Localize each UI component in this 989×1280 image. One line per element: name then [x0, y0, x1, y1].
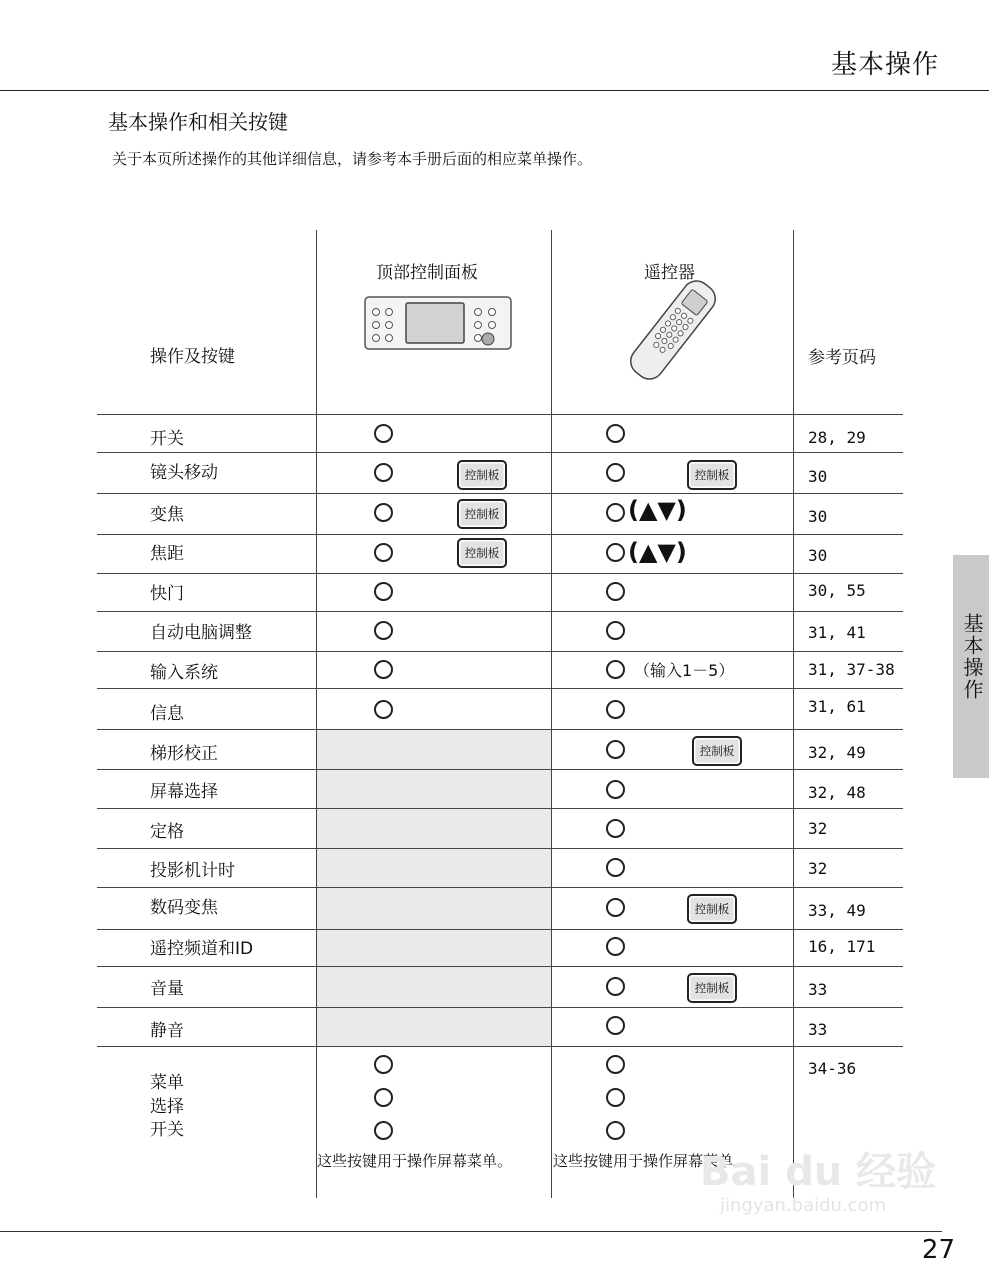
- row-label-focus: 焦距: [150, 544, 184, 564]
- row-line: [97, 534, 903, 535]
- col-divider-3: [793, 230, 794, 1198]
- ref-page: 30: [808, 546, 828, 565]
- row-line: [97, 1046, 903, 1047]
- button-marker: [606, 700, 625, 719]
- button-marker: [374, 700, 393, 719]
- col-header-operation: 操作及按键: [150, 347, 235, 367]
- button-marker: [374, 543, 393, 562]
- section-description: 关于本页所述操作的其他详细信息，请参考本手册后面的相应菜单操作。: [112, 150, 593, 168]
- button-marker: [606, 977, 625, 996]
- control-panel-badge: 控制板: [687, 973, 737, 1003]
- menu-keys-note-remote: 这些按键用于操作屏幕菜单。: [553, 1152, 749, 1170]
- button-marker: [606, 1016, 625, 1035]
- header-title: 基本操作: [830, 50, 939, 80]
- button-marker: [606, 424, 625, 443]
- ref-page: 28, 29: [808, 428, 866, 447]
- ref-page: 32: [808, 819, 828, 838]
- col-header-top-panel: 顶部控制面板: [376, 263, 478, 283]
- row-line: [97, 414, 903, 415]
- button-marker: [606, 819, 625, 838]
- row-line: [97, 929, 903, 930]
- button-marker: [374, 463, 393, 482]
- button-marker: [374, 1088, 393, 1107]
- button-marker: [374, 582, 393, 601]
- row-line: [97, 966, 903, 967]
- button-marker: [606, 660, 625, 679]
- watermark-url: jingyan.baidu.com: [720, 1195, 887, 1216]
- col-header-ref: 参考页码: [808, 348, 876, 368]
- row-line: [97, 452, 903, 453]
- button-marker: [606, 1088, 625, 1107]
- row-line: [97, 611, 903, 612]
- row-line: [97, 848, 903, 849]
- row-label-mute: 静音: [150, 1021, 184, 1041]
- row-line: [97, 769, 903, 770]
- row-label-freeze: 定格: [150, 822, 184, 842]
- row-label-power: 开关: [150, 429, 184, 449]
- button-marker: [606, 858, 625, 877]
- row-label-input: 输入系统: [150, 663, 218, 683]
- page-number: 27: [921, 1235, 955, 1265]
- section-title: 基本操作和相关按键: [108, 110, 288, 134]
- ref-page: 31, 37-38: [808, 660, 895, 679]
- button-marker: [374, 1121, 393, 1140]
- control-panel-badge: 控制板: [457, 538, 507, 568]
- row-line: [97, 493, 903, 494]
- button-marker: [606, 780, 625, 799]
- side-tab: [953, 555, 989, 778]
- row-line: [97, 1007, 903, 1008]
- control-panel-badge: 控制板: [457, 499, 507, 529]
- row-label-auto-pc: 自动电脑调整: [150, 623, 252, 643]
- button-marker: [606, 582, 625, 601]
- button-marker: [606, 898, 625, 917]
- control-panel-badge: 控制板: [687, 894, 737, 924]
- row-label-timer: 投影机计时: [150, 861, 235, 881]
- ref-page: 30, 55: [808, 581, 866, 600]
- arrow-keys-note: (▲▼): [628, 538, 687, 566]
- button-marker: [374, 424, 393, 443]
- header-divider: [0, 90, 989, 91]
- button-marker: [606, 937, 625, 956]
- button-marker: [606, 543, 625, 562]
- ref-page: 33, 49: [808, 901, 866, 920]
- arrow-keys-note: (▲▼): [628, 496, 687, 524]
- input-keys-note: （输入1－5）: [634, 661, 735, 680]
- row-line: [97, 729, 903, 730]
- button-marker: [606, 621, 625, 640]
- ref-page: 32, 49: [808, 743, 866, 762]
- ref-page: 33: [808, 980, 828, 999]
- row-label-keystone: 梯形校正: [150, 744, 218, 764]
- col-header-remote: 遥控器: [644, 263, 695, 283]
- button-marker: [374, 621, 393, 640]
- button-marker: [606, 503, 625, 522]
- control-panel-badge: 控制板: [457, 460, 507, 490]
- ref-page: 16, 171: [808, 937, 876, 956]
- footer-divider: [0, 1231, 942, 1232]
- ref-page: 31, 41: [808, 623, 866, 642]
- row-label-info: 信息: [150, 704, 184, 724]
- ref-page: 34-36: [808, 1059, 857, 1078]
- row-label-digital-zoom: 数码变焦: [150, 898, 218, 918]
- row-line: [97, 688, 903, 689]
- button-marker: [606, 740, 625, 759]
- row-label-zoom: 变焦: [150, 505, 184, 525]
- ref-page: 30: [808, 467, 828, 486]
- button-marker: [374, 1055, 393, 1074]
- row-line: [97, 887, 903, 888]
- row-label-remote-id: 遥控频道和ID: [150, 939, 254, 959]
- ref-page: 31, 61: [808, 697, 866, 716]
- button-marker: [606, 463, 625, 482]
- ref-page: 30: [808, 507, 828, 526]
- row-label-screen: 屏幕选择: [150, 782, 218, 802]
- control-panel-image: [364, 296, 512, 350]
- control-panel-badge: 控制板: [692, 736, 742, 766]
- row-label-volume: 音量: [150, 979, 184, 999]
- row-line: [97, 808, 903, 809]
- row-label-menu: 菜单: [150, 1073, 184, 1093]
- row-label-select: 选择: [150, 1097, 184, 1117]
- watermark-logo: Bai du 经验: [700, 1149, 937, 1195]
- menu-keys-note-top: 这些按键用于操作屏幕菜单。: [317, 1152, 513, 1170]
- ref-page: 32: [808, 859, 828, 878]
- row-label-on-off: 开关: [150, 1120, 184, 1140]
- col-divider-1: [316, 230, 317, 1198]
- row-line: [97, 651, 903, 652]
- col-divider-2: [551, 230, 552, 1198]
- row-line: [97, 573, 903, 574]
- button-marker: [374, 660, 393, 679]
- row-label-shutter: 快门: [150, 584, 184, 604]
- button-marker: [374, 503, 393, 522]
- ref-page: 33: [808, 1020, 828, 1039]
- row-label-lens-shift: 镜头移动: [150, 463, 218, 483]
- button-marker: [606, 1055, 625, 1074]
- side-tab-label: 基本操作: [960, 613, 984, 701]
- ref-page: 32, 48: [808, 783, 866, 802]
- control-panel-badge: 控制板: [687, 460, 737, 490]
- button-marker: [606, 1121, 625, 1140]
- remote-control-image: [618, 280, 728, 380]
